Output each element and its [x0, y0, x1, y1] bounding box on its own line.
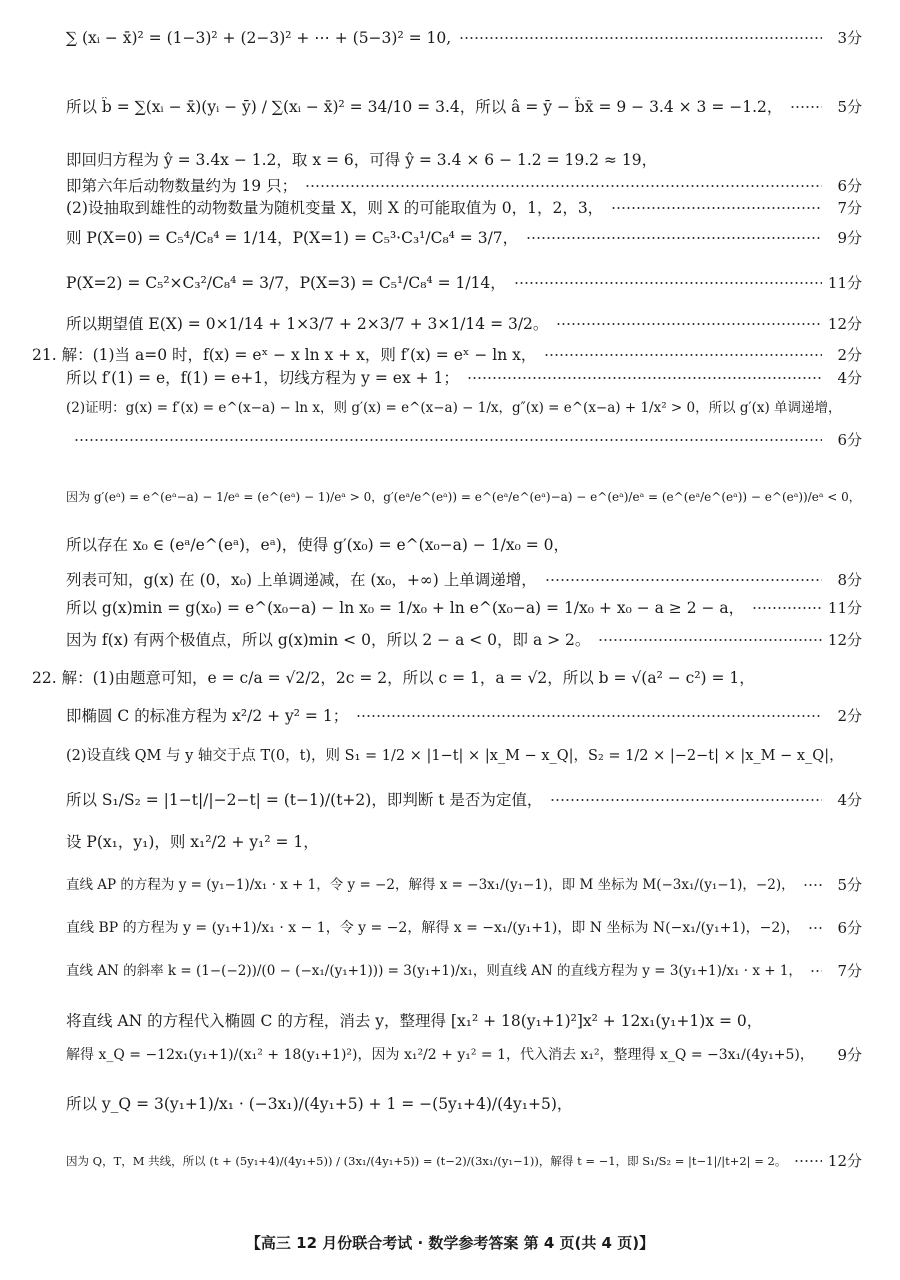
answer-line [32, 668, 862, 688]
score-label: 12分 [827, 315, 862, 333]
answer-line [66, 176, 862, 196]
line-text: 所以 S₁/S₂ = |1−t|/|−2−t| = (t−1)/(t+2)，即判断 t 是否为定值， [66, 791, 543, 809]
dot-leader [545, 579, 822, 581]
line-text: ∑ (xᵢ − x̄)² = (1−3)² + (2−3)² + ⋯ + (5−3)² = 10, [66, 29, 452, 47]
line-text: 则 P(X=0) = C₅⁴/C₈⁴ = 1/14，P(X=1) = C₅³·C₃¹/C₈⁴ = 3/7， [66, 229, 519, 247]
dot-leader [356, 715, 822, 717]
line-text: 因为 g′(eᵃ) = e^(eᵃ−a) − 1/eᵃ = (e^(eᵃ) − 1)/eᵃ > 0，g′(eᵃ/e^(eᵃ)) = e^(eᵃ/e^(eᵃ)−a) − e^(eᵃ)/eᵃ = (e^(eᵃ/e^(eᵃ)) − e^(eᵃ))/eᵃ < 0， [66, 490, 861, 504]
dot-leader [598, 639, 822, 641]
line-text: (2)设抽取到雄性的动物数量为随机变量 X，则 X 的可能取值为 0，1，2，3， [66, 199, 604, 217]
score-label: 2分 [837, 346, 862, 364]
answer-line [66, 1151, 862, 1171]
dot-leader [544, 354, 822, 356]
line-text: 因为 f(x) 有两个极值点，所以 g(x)min < 0，所以 2 − a < 0，即 a > 2。 [66, 631, 591, 649]
score-label: 9分 [837, 1046, 862, 1064]
line-text: 所以存在 x₀ ∈ (eᵃ/e^(eᵃ)，eᵃ)，使得 g′(x₀) = e^(x₀−a) − 1/x₀ = 0， [66, 536, 570, 554]
score-label: 3分 [837, 29, 862, 47]
answer-line [66, 314, 862, 334]
dot-leader [803, 884, 822, 886]
score-label: 11分 [827, 599, 862, 617]
answer-line [66, 790, 862, 810]
dot-leader [74, 439, 822, 441]
line-text: 设 P(x₁，y₁)，则 x₁²/2 + y₁² = 1， [66, 833, 319, 851]
line-text: 所以 f′(1) = e，f(1) = e+1，切线方程为 y = ex + 1； [66, 369, 459, 387]
dot-leader [526, 237, 822, 239]
dot-leader [611, 207, 822, 209]
answer-line [66, 630, 862, 650]
line-text: 22. 解：(1)由题意可知，e = c/a = √2/2，2c = 2，所以 c = 1，a = √2，所以 b = √(a² − c²) = 1， [32, 669, 755, 687]
line-text: 列表可知，g(x) 在 (0，x₀) 上单调递减，在 (x₀，+∞) 上单调递增， [66, 571, 537, 589]
line-text: 所以期望值 E(X) = 0×1/14 + 1×3/7 + 2×3/7 + 3×1/14 = 3/2。 [66, 315, 549, 333]
answer-line [32, 345, 862, 365]
score-label: 12分 [827, 631, 862, 649]
answer-line [66, 1094, 862, 1114]
line-text: 即第六年后动物数量约为 19 只； [66, 177, 298, 195]
answer-line [66, 228, 862, 248]
line-text: 21. 解：(1)当 a=0 时，f(x) = eˣ − x ln x + x，则 f′(x) = eˣ − ln x， [32, 346, 537, 364]
score-label: 4分 [837, 791, 862, 809]
page-footer: 【高三 12 月份联合考试 · 数学参考答案 第 4 页(共 4 页)】 [245, 1234, 655, 1252]
answer-line [66, 598, 862, 618]
answer-line [66, 487, 862, 507]
score-label: 11分 [827, 274, 862, 292]
line-text: 所以 b̂ = ∑(xᵢ − x̄)(yᵢ − ȳ) / ∑(xᵢ − x̄)² = 34/10 = 3.4，所以 â = ȳ − b̂x̄ = 9 − 3.4 × 3 = −1.2， [66, 98, 783, 116]
line-text: 直线 AN 的斜率 k = (1−(−2))/(0 − (−x₁/(y₁+1))) = 3(y₁+1)/x₁，则直线 AN 的直线方程为 y = 3(y₁+1)/x₁ · x + 1， [66, 963, 802, 979]
answer-line [66, 97, 862, 117]
answer-line [66, 918, 862, 938]
line-text: (2)证明：g(x) = f′(x) = e^(x−a) − ln x，则 g′(x) = e^(x−a) − 1/x，g″(x) = e^(x−a) + 1/x² > 0，所以 g′(x) 单调递增， [66, 400, 842, 416]
score-label: 5分 [837, 876, 862, 894]
line-text: 因为 Q，T，M 共线，所以 (t + (5y₁+4)/(4y₁+5)) / (3x₁/(4y₁+5)) = (t−2)/(3x₁/(y₁−1))，解得 t = −1，即 S₁/S₂ = |t−1|/|t+2| = 2。 [66, 1154, 787, 1168]
dot-leader [810, 970, 822, 972]
line-text: 直线 BP 的方程为 y = (y₁+1)/x₁ · x − 1，令 y = −2，解得 x = −x₁/(y₁+1)，即 N 坐标为 N(−x₁/(y₁+1)，−2)， [66, 920, 800, 936]
answer-line [66, 832, 862, 852]
score-label: 7分 [837, 199, 862, 217]
score-label: 5分 [837, 98, 862, 116]
dot-leader [459, 37, 822, 39]
score-label: 2分 [837, 707, 862, 725]
dot-leader [790, 106, 822, 108]
answer-line [66, 398, 862, 418]
line-text: 所以 g(x)min = g(x₀) = e^(x₀−a) − ln x₀ = 1/x₀ + ln e^(x₀−a) = 1/x₀ + x₀ − a ≥ 2 − a， [66, 599, 745, 617]
answer-line [66, 706, 862, 726]
line-text: (2)设直线 QM 与 y 轴交于点 T(0，t)，则 S₁ = 1/2 × |1−t| × |x_M − x_Q|，S₂ = 1/2 × |−2−t| × |x_M − x_Q|， [66, 748, 844, 764]
dot-leader [550, 799, 822, 801]
line-text: 解得 x_Q = −12x₁(y₁+1)/(x₁² + 18(y₁+1)²)，因为 x₁²/2 + y₁² = 1，代入消去 x₁²，整理得 x_Q = −3x₁/(4y₁+5)， [66, 1047, 814, 1063]
answer-line [66, 368, 862, 388]
answer-line [66, 1045, 862, 1065]
line-text: P(X=2) = C₅²×C₃²/C₈⁴ = 3/7，P(X=3) = C₅¹/C₈⁴ = 1/14， [66, 274, 506, 292]
score-label: 6分 [837, 919, 862, 937]
line-text: 即回归方程为 ŷ = 3.4x − 1.2，取 x = 6，可得 ŷ = 3.4 × 6 − 1.2 = 19.2 ≈ 19， [66, 151, 658, 169]
score-label: 9分 [837, 229, 862, 247]
line-text: 将直线 AN 的方程代入椭圆 C 的方程，消去 y，整理得 [x₁² + 18(y₁+1)²]x² + 12x₁(y₁+1)x = 0， [66, 1012, 763, 1030]
score-label: 8分 [837, 571, 862, 589]
score-label: 7分 [837, 962, 862, 980]
dot-leader [467, 377, 822, 379]
score-label: 4分 [837, 369, 862, 387]
answer-line [66, 273, 862, 293]
answer-line [66, 150, 862, 170]
score-label: 6分 [837, 431, 862, 449]
line-text: 直线 AP 的方程为 y = (y₁−1)/x₁ · x + 1，令 y = −2，解得 x = −3x₁/(y₁−1)，即 M 坐标为 M(−3x₁/(y₁−1)，−2)， [66, 877, 795, 893]
dot-leader [556, 323, 821, 325]
answer-line [66, 535, 862, 555]
answer-line [66, 430, 862, 450]
score-label: 6分 [837, 177, 862, 195]
answer-line [66, 961, 862, 981]
answer-line [66, 198, 862, 218]
line-text: 即椭圆 C 的标准方程为 x²/2 + y² = 1； [66, 707, 349, 725]
answer-line [66, 875, 862, 895]
answer-line [66, 28, 862, 48]
score-label: 12分 [827, 1152, 862, 1170]
dot-leader [305, 185, 822, 187]
line-text: 所以 y_Q = 3(y₁+1)/x₁ · (−3x₁)/(4y₁+5) + 1 = −(5y₁+4)/(4y₁+5)， [66, 1095, 573, 1113]
answer-line [66, 746, 862, 766]
answer-line [66, 1011, 862, 1031]
dot-leader [794, 1160, 822, 1162]
answer-line [66, 570, 862, 590]
dot-leader [752, 607, 822, 609]
dot-leader [514, 282, 822, 284]
dot-leader [808, 927, 822, 929]
